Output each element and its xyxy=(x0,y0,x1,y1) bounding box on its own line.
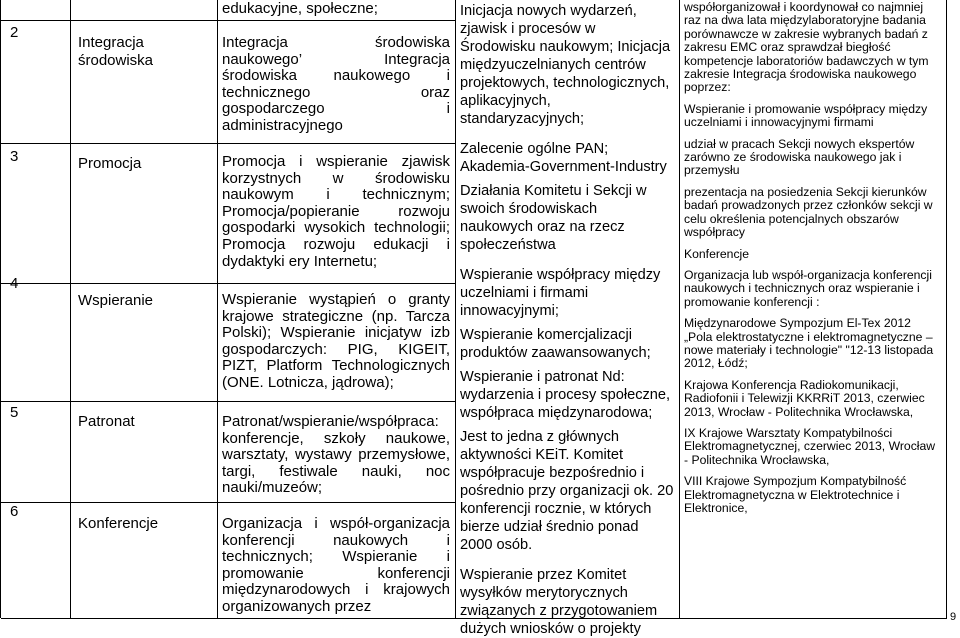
activity-item: Wspieranie przez Komitet wysyłków merytorycznych związanych z przygotowaniem dużych wniosków o projekty xyxy=(460,567,658,637)
row-number: 2 xyxy=(10,24,19,41)
example-item: IX Krajowe Warsztaty Kompatybilności Elektromagnetycznej, czerwiec 2013, Wrocław - Politechnika Wrocławska, xyxy=(684,425,936,467)
activities-column xyxy=(460,2,674,637)
row-description: Promocja i wspieranie zjawisk korzystnych w środowisku naukowym i technicznym; Promocja/popieranie rozwoju gospodarki wysokich technologii; Promocja rozwoju edukacji i dydaktyki ery Internetu; xyxy=(222,153,450,270)
row-name: Integracja środowiska xyxy=(78,34,154,69)
table-col-divider xyxy=(455,0,456,618)
example-item: Międzynarodowe Sympozjum El-Tex 2012 „Pola elektrostatyczne i elektromagnetyczne – nowe materiały i technologie" "12-13 listopada 2012, Łódź; xyxy=(684,316,934,371)
activity-item: Jest to jedna z głównych aktywności KEiT. Komitet współpracuje bezpośrednio i pośrednio przy organizacji ok. 20 konferencji rocznie, w których bierze udział średnio ponad 2000 osób. xyxy=(460,429,674,553)
row-number: 5 xyxy=(10,404,19,421)
table-row-divider xyxy=(1,502,455,503)
example-item: Konferencje xyxy=(684,246,750,261)
activity-item: Zalecenie ogólne PAN; Akademia-Government-Industry xyxy=(460,141,667,175)
row-description: edukacyjne, społeczne; xyxy=(222,0,378,17)
row-name: Konferencje xyxy=(78,515,159,532)
page-number: 9 xyxy=(950,611,957,623)
example-item: współorganizował i koordynował co najmniej raz na dwa lata międzylaboratoryjne badania porównawcze w zakresie wybranych badań z zakresu EMC oraz sprawdzał biegłość kompetencje laboratoriów badawczych w tym zakresie Integracja środowiska naukowego poprzez: xyxy=(684,0,929,95)
table-row-divider xyxy=(1,20,455,21)
table-col-divider xyxy=(679,0,680,618)
row-description: Organizacja i współ-organizacja konferencji naukowych i technicznych; Wspieranie i promowanie konferencji międzynarodowych i krajowych organizowanych przez xyxy=(222,515,450,615)
row-description: Wspieranie wystąpień o granty krajowe strategiczne (np. Tarcza Polski); Wspieranie inicjatyw izb gospodarczych: PIG, KIGEIT, PIZT, Platform Technologicznych (ONE. Lotnicza, jądrowa); xyxy=(222,291,450,391)
example-item: Organizacja lub współ-organizacja konferencji naukowych i technicznych oraz wspieranie i promowanie konferencji : xyxy=(684,267,932,309)
activity-item: Wspieranie komercjalizacji produktów zaawansowanych; xyxy=(460,327,651,361)
row-name: Promocja xyxy=(78,155,142,172)
table-col-divider xyxy=(70,0,71,618)
row-description: Patronat/wspieranie/współpraca: konferencje, szkoły naukowe, warsztaty, wystawy przemysłowe, targi, festiwale nauki, noc nauki/muzeów; xyxy=(222,413,450,497)
row-number: 3 xyxy=(10,148,19,165)
example-item: Krajowa Konferencja Radiokomunikacji, Radiofonii i Telewizji KKRRiT 2013, czerwiec 2013, Wrocław - Politechnika Wrocławska, xyxy=(684,377,925,419)
table-col-divider xyxy=(217,0,218,618)
activity-item: Wspieranie współpracy między uczelniami i firmami innowacyjnymi; xyxy=(460,267,661,319)
table-row xyxy=(222,1,450,18)
activity-item: Inicjacja nowych wydarzeń, zjawisk i procesów w Środowisku naukowym; Inicjacja międzyuczelnianych centrów projektowych, technologicznych, aplikacyjnych, standaryzacyjnych; xyxy=(460,3,671,127)
row-number: 6 xyxy=(10,503,19,520)
example-item: prezentacja na posiedzenia Sekcji kierunków badań prowadzonych przez członków sekcji w celu określenia potencjalnych obszarów współpracy xyxy=(684,184,933,240)
example-item: Wspieranie i promowanie współpracy między uczelniami i innowacyjnymi firmami xyxy=(684,101,928,130)
table-row-divider xyxy=(1,143,455,144)
example-item: udział w pracach Sekcji nowych ekspertów zarówno ze środowiska naukowego jak i przemysłu xyxy=(684,136,915,178)
examples-column xyxy=(684,1,942,616)
example-item: VIII Krajowe Sympozjum Kompatybilność Elektromagnetyczna w Elektrotechnice i Elektronice, xyxy=(684,474,907,515)
row-name: Patronat xyxy=(78,413,135,430)
activity-item: Działania Komitetu i Sekcji w swoich środowiskach naukowych oraz na rzecz społeczeństwa xyxy=(460,183,647,253)
row-description: Integracja środowiska naukowego’ Integracja środowiska naukowego i technicznego oraz gospodarczego i administracyjnego xyxy=(222,34,450,134)
row-number: 4 xyxy=(10,275,19,292)
table-row-divider xyxy=(1,401,455,402)
row-name: Wspieranie xyxy=(78,292,154,309)
activity-item: Wspieranie i patronat Nd: wydarzenia i procesy społeczne, współpraca międzynarodowa; xyxy=(460,369,671,421)
table-row-divider xyxy=(1,283,455,284)
table-col-divider xyxy=(946,0,947,618)
